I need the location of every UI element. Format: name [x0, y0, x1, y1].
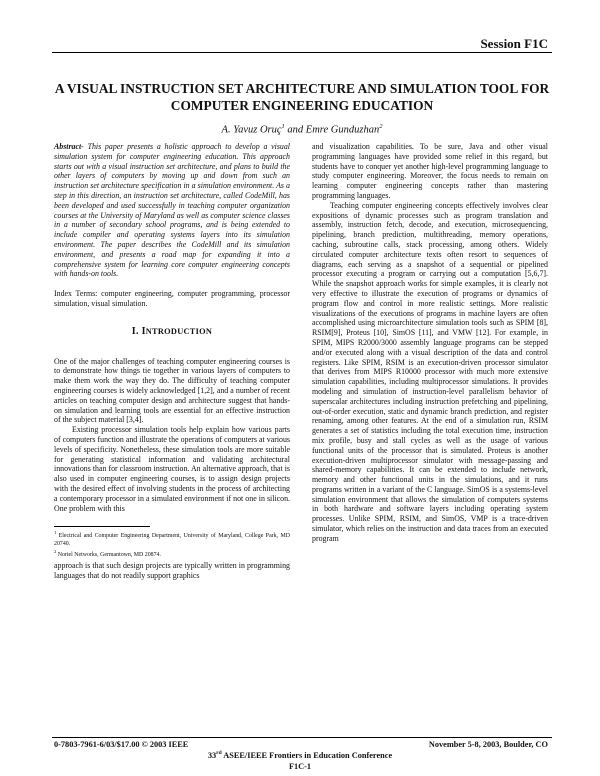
author-1: A. Yavuz Oruç — [221, 124, 282, 136]
session-label: Session F1C — [480, 36, 548, 51]
author-1-footnote-mark: 1 — [281, 123, 285, 130]
footnote-2: $^2$ Nortel Networks, Germantown, MD 20874. — [54, 549, 161, 559]
intro-paragraph-2: Existing processor simulation tools help explain how various parts of computers function and illustrate the operations of computers at various levels of specificity. Nonetheless, these simulation tools are more suitable for generating statistical information and validating architectural innovations than for classroom instruction. An alternative approach, that is also used in computer engineering courses, is to assign design projects with the desired effect of involving students in the process of architecting a contemporary processor in a simulated environment if not one in silicon. One problem with this — [54, 425, 290, 513]
author-2-footnote-mark: 2 — [379, 123, 383, 130]
paper-title: A VISUAL INSTRUCTION SET ARCHITECTURE AND SIMULATION TOOL FOR COMPUTER ENGINEERING EDUCATION — [54, 81, 550, 113]
footer-rule — [52, 737, 552, 738]
abstract — [54, 142, 290, 279]
paper-authors — [52, 123, 552, 136]
abstract-text: This paper presents a holistic approach to develop a visual simulation system for computer engineering education. This approach starts out with a visual instruction set architecture, and plans to build the other layers of computers by moving up and down from such an instruction set architecture specification in a simulation environment. As a step in this direction, an instruction set architecture, called CodeMill, has been developed and used successfully in teaching computer organization courses at the University of Maryland as well as computer science classes in a number of secondary school programs, and is being extended to include compiler and operating systems layers into its simulation environment. The paper describes the CodeMill and its simulation environment, and presents a road map for expanding it into a comprehensive system for learning core computer engineering concepts with hands-on tools. — [54, 142, 290, 279]
right-paragraph-1: and visualization capabilities. To be sure, Java and other visual programming languages have provided some relief in this regard, but students have to conquer yet another high-level programming language to study computer engineering. Moreover, the focus needs to remain on learning computer engineering concepts rather than mastering programming languages. — [312, 142, 548, 200]
footer-date: November 5-8, 2003, Boulder, CO — [428, 740, 548, 749]
abstract-label: Abstract- — [54, 142, 84, 151]
author-2: Emre Gunduzhan — [305, 124, 380, 136]
page-number: F1C-1 — [288, 762, 312, 771]
right-column — [312, 142, 548, 544]
intro-paragraph-1: One of the major challenges of teaching computer engineering courses is to demonstrate how things tie together in various layers of computers to make them work the way they do. The difficulty of teaching computer engineering courses is widely acknowledged [1,2], and a number of recent articles on teaching computer design and architecture suggest that hands-on simulation and learning tools are essential for an effective instruction of the subject material [3,4]. — [54, 356, 290, 425]
footer-conference: 33rd ASEE/IEEE Frontiers in Education Conference — [207, 750, 393, 760]
header-rule — [52, 52, 552, 53]
left-column — [54, 142, 290, 581]
index-terms: Index Terms: computer engineering, computer programming, processor simulation, visual simulation. — [54, 289, 290, 308]
author-separator: and — [284, 124, 306, 136]
right-paragraph-2: Teaching computer engineering concepts effectively involves clear expositions of dynamic processes such as program translation and assembly, instruction fetch, decode, and execution, microsequencing, pipelining, branch prediction, multithreading, memory operations, caching, subroutine calls, stack processing, among others. Widely circulated computer architecture texts often resort to sequences of diagrams, each serving as a snapshot of a sequential or pipelined processor executing a program or carrying out a computation [5,6,7]. While the snapshot approach works for simple examples, it is clearly not very effective to illustrate the execution of programs or dynamics of program flow and control in more realistic settings. More realistic visualizations of the executions of programs in machine layers are often accomplished using microarchitecture simulation tools such as SPIM [8], RSIM[9], Proteus [10], SimOS [11], and VMW [12]. For example, in SPIM, MIPS R2000/3000 assembly language programs can be stepped and/or executed along with a visual description of the data and control registers. Like SPIM, RSIM is an execution-driven processor simulator that derives from MIPS R10000 processor with much more extensive simulation capabilities, including multiprocessor simulations. It provides modeling and simulation of instruction-level parallelism behavior of superscalar architectures including instruction prefetching and pipelining, out-of-order execution, static and dynamic branch prediction, and register renaming, among other features. At the end of a simulation run, RSIM generates a set of statistics including the total execution time, instruction mix profile, busy and stall cycles as well as the usage of various functional units of the processor that is simulated. Proteus is another execution-driven multiprocessor simulator with message-passing and shared-memory capabilities. It can be extended to include network, memory and other functional units in the simulations, and it runs programs written in a variant of the C language. SimOS is a systems-level simulation environment that allows the simulation of computers systems in both hardware and software layers including operating system processes. Unlike SPIM, RSIM, and SimOS, VMP is a trace-driven simulator, which relies on the instruction and data traces from an executed program — [312, 200, 548, 543]
footer-isbn: 0-7803-7961-6/03/$17.00 © 2003 IEEE — [54, 740, 189, 749]
footnote-1: $^1$ Electrical and Computer Engineering Department, University of Maryland, College Park, MD 20740. — [54, 530, 290, 547]
intro-paragraph-2-continued: approach is that such design projects are typically written in programming languages that do not readily support graphics — [54, 561, 290, 580]
section-heading-introduction: I. INTRODUCTION — [131, 325, 213, 337]
